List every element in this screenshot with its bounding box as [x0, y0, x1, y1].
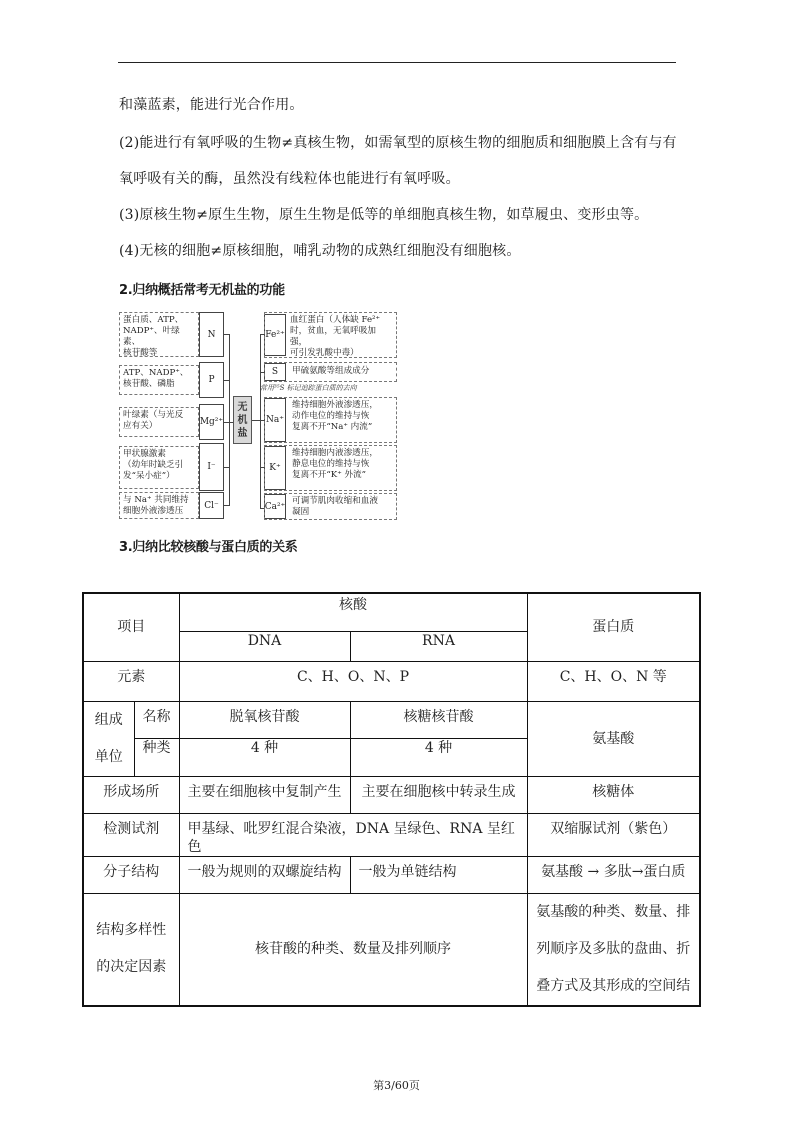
row-structure-dna: 一般为规则的双螺旋结构	[179, 856, 350, 893]
s-annotation: 常用³⁵S 标记追踪蛋白质的去向	[260, 384, 357, 392]
row-reagent-nucleic: 甲基绿、吡罗红混合染液，DNA 呈绿色、RNA 呈红色	[179, 813, 527, 856]
left-desc-mg	[119, 407, 199, 437]
row-diversity-nucleic: 核苷酸的种类、数量及排列顺序	[179, 893, 527, 1006]
paragraph-3: 氧呼吸有关的酶，虽然没有线粒体也能进行有氧呼吸。	[119, 171, 460, 187]
desc-line: 与 Na⁺ 共同维持	[123, 495, 189, 505]
row-elements-protein: C、H、O、N 等	[527, 661, 700, 701]
desc-line: 时，贫血，无氧呼吸加强，	[290, 326, 376, 347]
desc-line: （幼年时缺乏引	[123, 460, 184, 470]
unit-label-top: 组成	[94, 711, 123, 728]
center-char: 无	[237, 401, 248, 413]
desc-line: 血红蛋白（人体缺 Fe²⁺	[290, 315, 381, 325]
element-ca: Ca²⁺	[264, 494, 286, 519]
right-desc-ca	[264, 493, 397, 520]
diversity-protein-line: 叠方式及其形成的空间结	[536, 977, 691, 994]
element-fe: Fe²⁺	[264, 314, 286, 356]
element-p: P	[199, 362, 224, 398]
connector	[260, 334, 261, 508]
desc-line: NADP⁺、叶绿素、	[123, 326, 180, 347]
desc-line: 甲状腺激素	[123, 449, 166, 459]
desc-line: 静息电位的维持与恢	[292, 459, 370, 469]
diversity-protein-line: 氨基酸的种类、数量、排	[536, 903, 691, 920]
page-number: 第3/60页	[373, 1079, 420, 1092]
header-rule	[118, 62, 676, 63]
right-desc-fe	[264, 312, 397, 358]
row-unit-name-label: 名称	[134, 701, 179, 739]
row-site-label: 形成场所	[83, 776, 179, 813]
desc-line: 蛋白质、ATP、	[123, 315, 184, 325]
desc-line: 细胞外液渗透压	[123, 506, 184, 516]
section-2-heading: 2.归纳概括常考无机盐的功能	[119, 283, 285, 298]
diversity-label-line: 结构多样性	[96, 922, 167, 938]
row-elements-nucleic: C、H、O、N、P	[179, 661, 527, 701]
desc-line: 维持细胞外液渗透压，	[292, 400, 378, 410]
header-nucleic-acid: 核酸	[179, 593, 527, 631]
row-site-rna: 主要在细胞核中转录生成	[350, 776, 527, 813]
desc-line: 动作电位的维持与恢	[292, 411, 370, 421]
center-char: 机	[237, 414, 248, 426]
row-unit-name-rna: 核糖核苷酸	[350, 701, 527, 739]
desc-line: 复离不开“K⁺ 外流”	[292, 470, 367, 480]
row-diversity-label	[83, 893, 179, 1006]
paragraph-4: (3)原核生物≠原生生物，原生生物是低等的单细胞真核生物，如草履虫、变形虫等。	[119, 207, 649, 223]
row-site-protein: 核糖体	[527, 776, 700, 813]
desc-line: 甲硫氨酸等组成成分	[292, 366, 370, 376]
row-elements-label: 元素	[83, 661, 179, 701]
element-na: Na⁺	[264, 398, 286, 442]
paragraph-1: 和藻蓝素，能进行光合作用。	[119, 97, 304, 113]
connector	[252, 420, 260, 421]
center-inorganic-salt	[233, 396, 252, 444]
connector	[229, 334, 230, 506]
desc-line: 核苷酸、磷脂	[123, 379, 175, 389]
right-desc-k	[264, 445, 397, 491]
header-item: 项目	[83, 593, 179, 661]
desc-line: 叶绿素（与光反	[123, 410, 184, 420]
element-s: S	[264, 363, 286, 381]
element-cl: Cl⁻	[199, 492, 224, 519]
desc-line: 应有关）	[123, 421, 158, 431]
left-desc-p	[119, 365, 199, 395]
diversity-label-line: 的决定因素	[96, 959, 167, 975]
paragraph-2: (2)能进行有氧呼吸的生物≠真核生物，如需氧型的原核生物的细胞质和细胞膜上含有与有	[119, 135, 677, 151]
center-char: 盐	[237, 427, 248, 439]
left-desc-cl	[119, 492, 199, 519]
left-desc-n	[119, 312, 199, 357]
row-diversity-protein	[527, 893, 700, 1006]
row-unit-type-label: 种类	[134, 739, 179, 777]
desc-line: 凝固	[292, 507, 310, 517]
diversity-protein-line: 列顺序及多肽的盘曲、折	[536, 940, 691, 957]
paragraph-5: (4)无核的细胞≠原核细胞，哺乳动物的成熟红细胞没有细胞核。	[119, 243, 521, 259]
right-desc-s	[264, 362, 397, 382]
row-unit-type-dna: 4 种	[179, 739, 350, 777]
inorganic-salt-diagram	[119, 312, 397, 520]
section-3-heading: 3.归纳比较核酸与蛋白质的关系	[119, 540, 298, 555]
desc-line: 发“呆小症”）	[123, 471, 175, 481]
element-k: K⁺	[264, 446, 286, 490]
unit-label-bottom: 单位	[94, 748, 123, 765]
row-unit-protein: 氨基酸	[527, 701, 700, 776]
header-dna: DNA	[179, 631, 350, 661]
desc-line: 复离不开“Na⁺ 内流”	[292, 422, 373, 432]
element-n: N	[199, 312, 224, 357]
element-mg: Mg²⁺	[199, 404, 224, 440]
desc-line: 维持细胞内液渗透压，	[292, 448, 378, 458]
row-structure-label: 分子结构	[83, 856, 179, 893]
left-desc-i	[119, 446, 199, 489]
row-structure-protein: 氨基酸 → 多肽→蛋白质	[527, 856, 700, 893]
desc-line: ATP、NADP⁺、	[123, 368, 189, 378]
element-i: I⁻	[199, 443, 224, 491]
row-unit-name-dna: 脱氧核苷酸	[179, 701, 350, 739]
desc-line: 可引发乳酸中毒）	[290, 348, 359, 358]
row-site-dna: 主要在细胞核中复制产生	[179, 776, 350, 813]
row-structure-rna: 一般为单链结构	[350, 856, 527, 893]
right-desc-na	[264, 397, 397, 443]
header-protein: 蛋白质	[527, 593, 700, 661]
row-reagent-label: 检测试剂	[83, 813, 179, 856]
row-unit-label	[83, 701, 134, 776]
nucleic-protein-table	[82, 592, 701, 1007]
header-rna: RNA	[350, 631, 527, 661]
row-unit-type-rna: 4 种	[350, 739, 527, 777]
desc-line: 核苷酸等	[123, 348, 158, 358]
row-reagent-protein: 双缩脲试剂（紫色）	[527, 813, 700, 856]
desc-line: 可调节肌肉收缩和血液	[292, 496, 378, 506]
